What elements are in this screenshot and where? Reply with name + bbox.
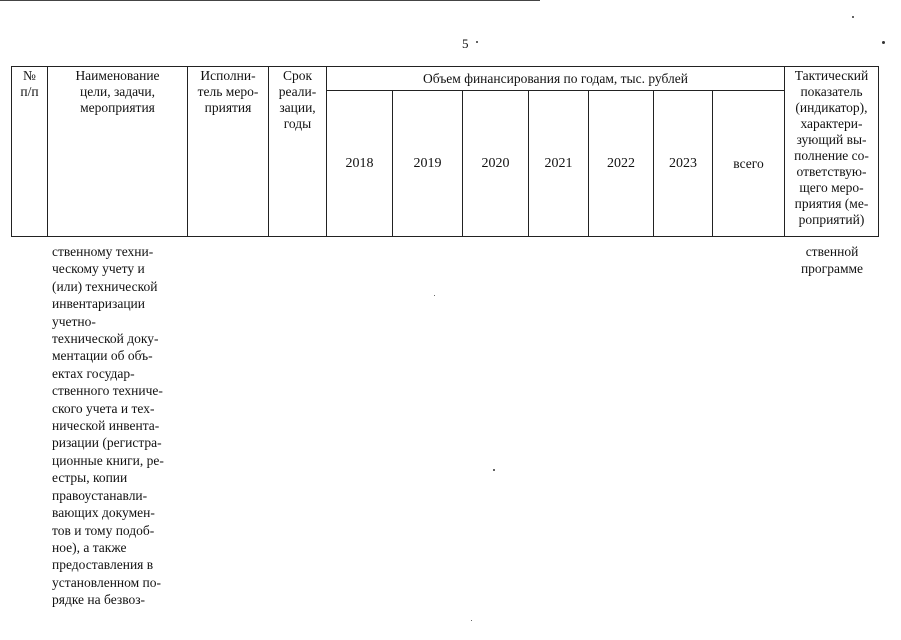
column-executor-header: Исполни- тель меро- приятия [188,67,269,237]
scan-speck [471,620,472,621]
financing-title: Объем финансирования по годам, тыс. рублей [327,67,785,91]
column-indicator-header: Тактический показатель (индикатор), характери- зующий вы- полнение со- ответствую- щего меро- приятия (ме- роприятий) [785,67,879,237]
continuation-text-name-column: ственному техни- ческому учету и (или) технической инвентаризации учетно- технической доку- ментации об объ- ектах государ- ственного техниче- ского учета и тех- нической инвента- ризации (регистра- ционные книги, ре- естры, копии правоустанавли- вающих докумен- тов и тому подоб- ное), а также предоставления в установленном по- рядке на безвоз- [52,244,164,608]
year-header-2019: 2019 [393,91,463,237]
continuation-text-indicator-column: ственной программе [800,244,864,277]
financing-table-header [11,66,879,237]
year-header-2020: 2020 [463,91,529,237]
column-number-header: № п/п [12,67,48,237]
scan-speck [434,295,435,296]
top-border-line [0,0,540,1]
page-number: 5 [462,36,469,51]
scan-speck [493,469,495,471]
scan-speck [476,41,478,43]
total-header: всего [713,91,785,237]
column-name-header: Наименование цели, задачи, мероприятия [48,67,188,237]
year-header-2022: 2022 [589,91,654,237]
year-header-2023: 2023 [654,91,713,237]
year-header-2018: 2018 [327,91,393,237]
scan-speck [852,16,854,18]
scan-speck [882,41,885,44]
year-header-2021: 2021 [529,91,589,237]
column-term-header: Срок реали- зации, годы [269,67,327,237]
